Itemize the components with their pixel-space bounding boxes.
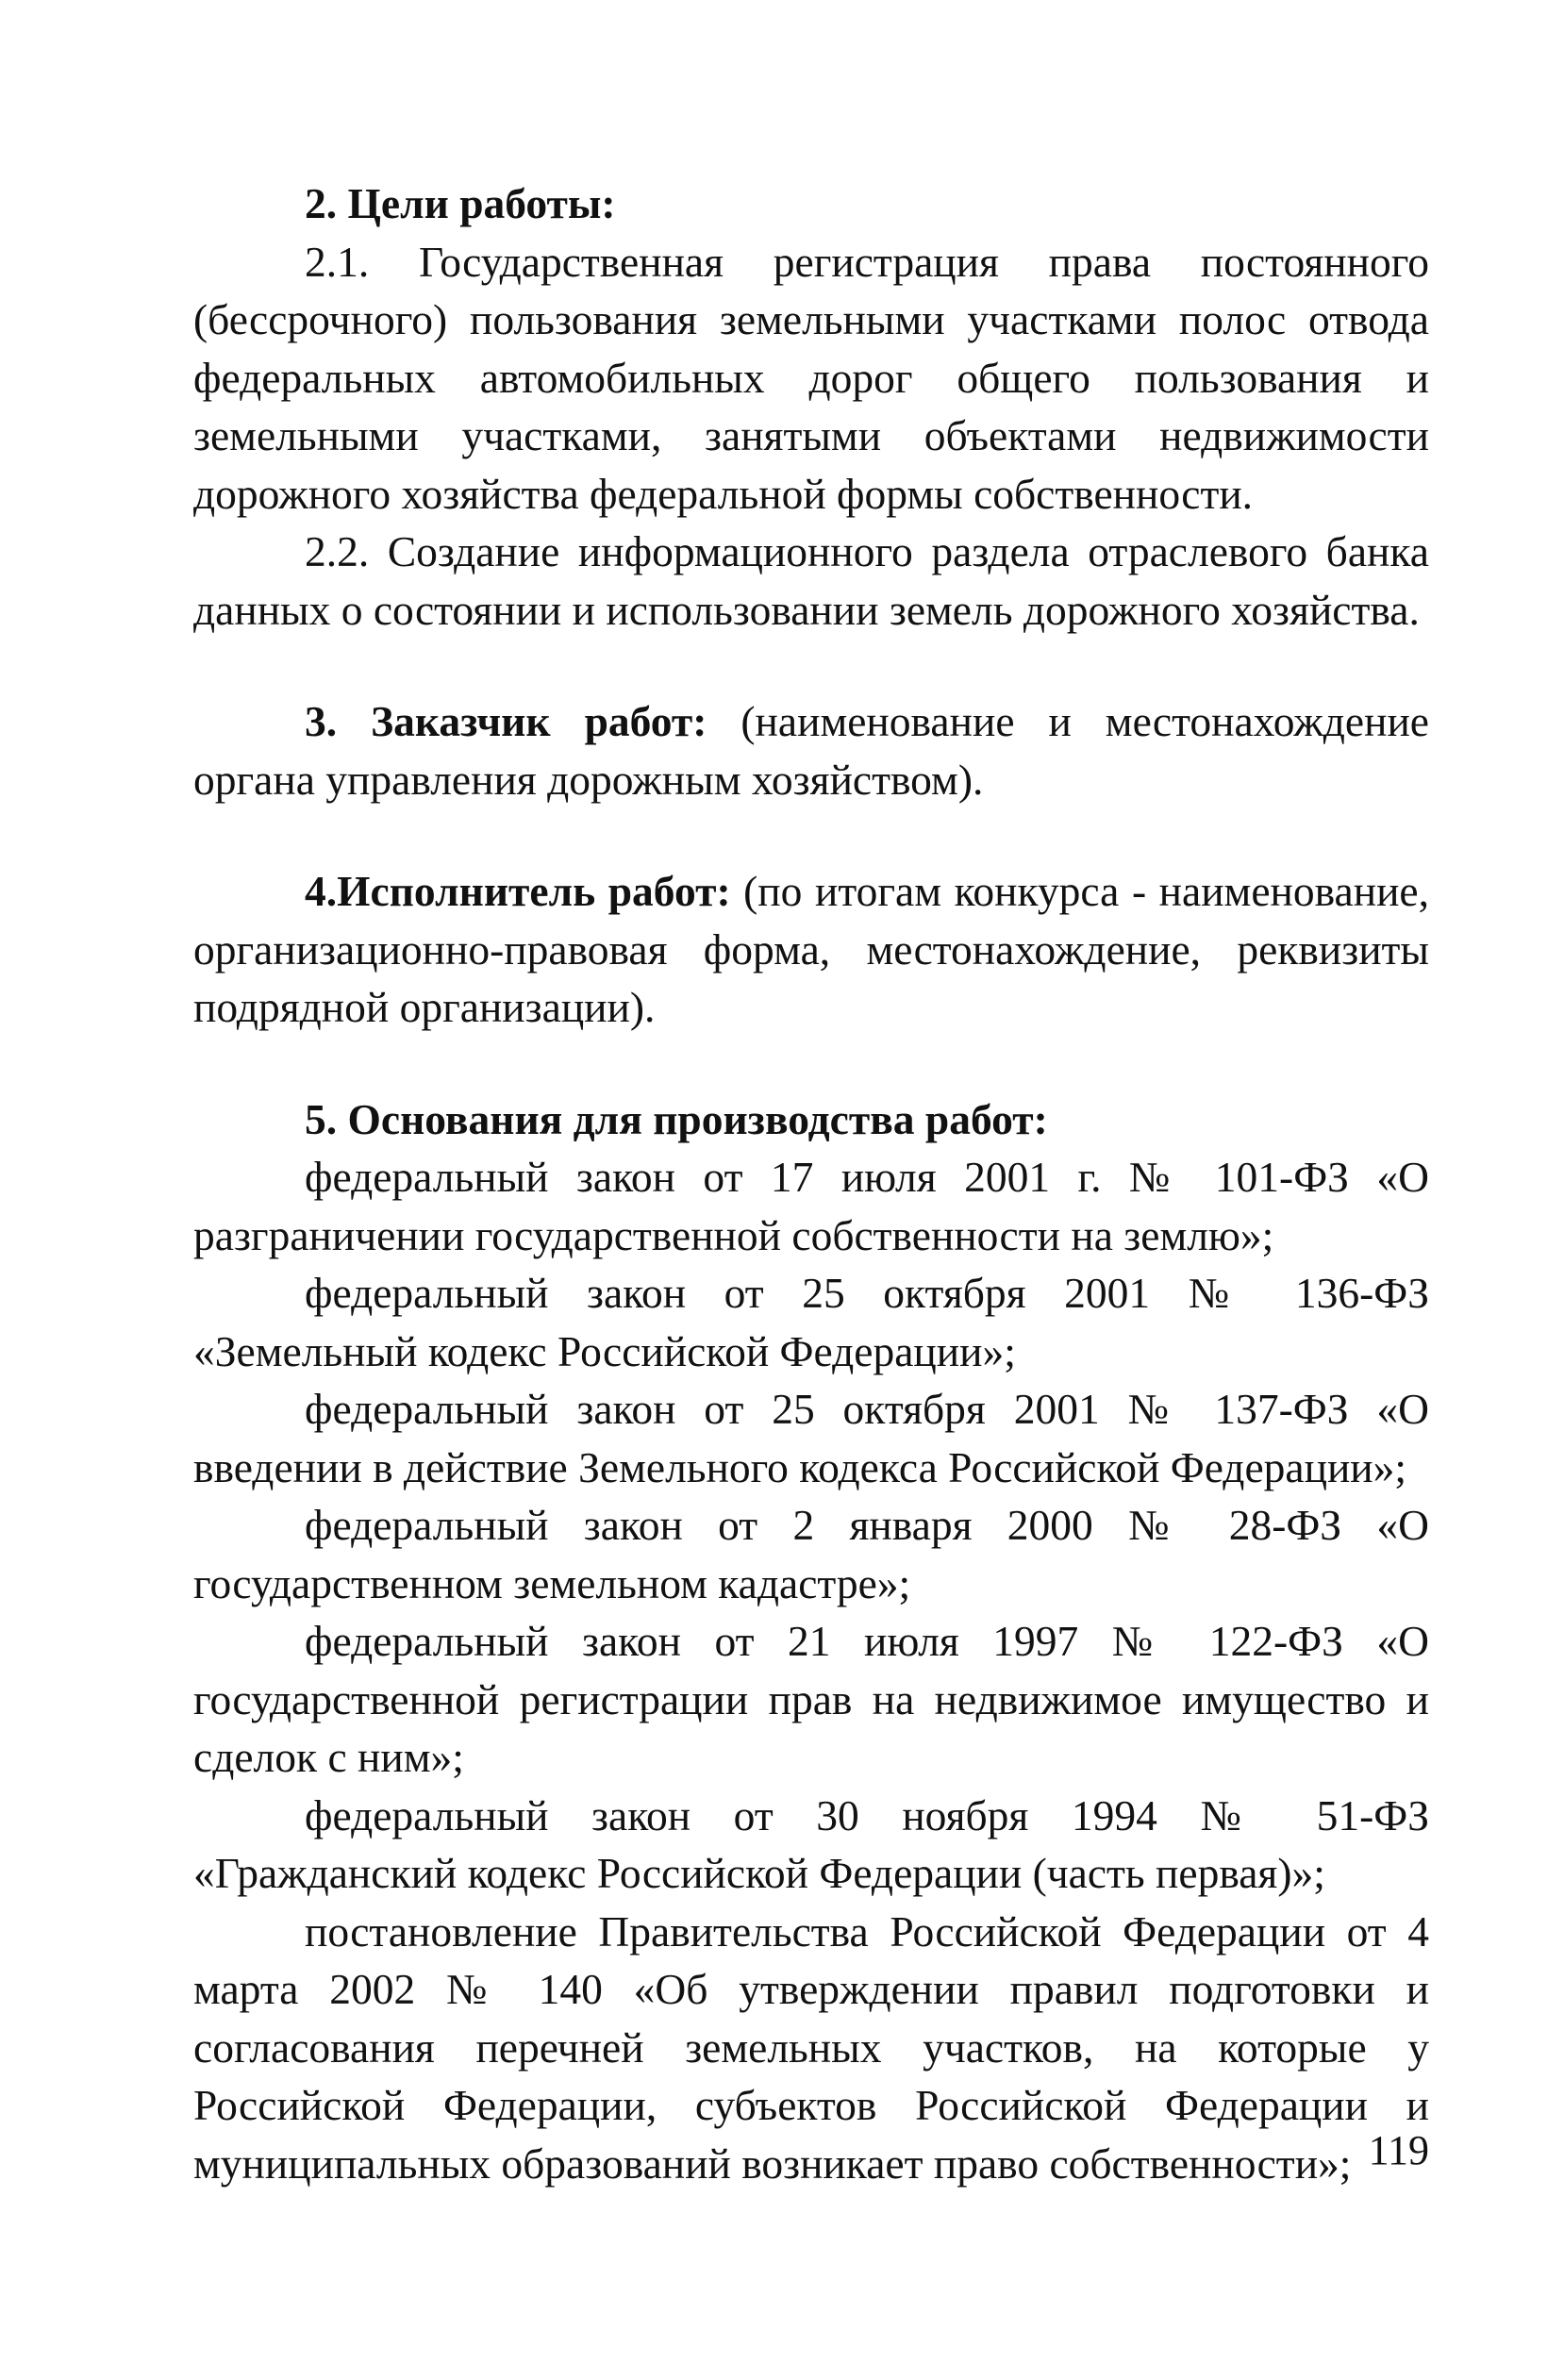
section-5-heading: 5. Основания для производства работ:	[305, 1094, 1048, 1143]
basis-item: федеральный закон от 25 октября 2001 № 137-ФЗ «О введении в действие Земельного кодекса Российской Федерации»;	[193, 1385, 1429, 1491]
basis-item: федеральный закон от 30 ноября 1994 № 51-ФЗ «Гражданский кодекс Российской Федерации (часть первая)»;	[193, 1790, 1429, 1897]
basis-item: федеральный закон от 17 июля 2001 г. № 101-ФЗ «О разграничении государственной собственности на землю»;	[193, 1153, 1429, 1259]
section-3-text: (наименование и местонахождение органа управления дорожным хозяйством).	[193, 697, 1429, 804]
section-4-heading: 4.Исполнитель работ:	[305, 867, 731, 915]
section-2-item-1: 2.1. Государственная регистрация права постоянного (бессрочного) пользования земельными участками полос отвода федеральных автомобильных дорог общего пользования и земельными участками, занятыми объектами недвижимости дорожного хозяйства федеральной формы собственности.	[193, 237, 1429, 518]
section-2-item-2: 2.2. Создание информационного раздела отраслевого банка данных о состоянии и использовании земель дорожного хозяйства.	[193, 527, 1429, 634]
section-3-heading: 3. Заказчик работ:	[305, 697, 707, 745]
page-content	[193, 175, 1429, 2192]
basis-item: федеральный закон от 2 января 2000 № 28-ФЗ «О государственном земельном кадастре»;	[193, 1501, 1429, 1607]
basis-item: постановление Правительства Российской Федерации от 4 марта 2002 № 140 «Об утверждении правил подготовки и согласования перечней земельных участков, на которые у Российской Федерации, субъектов Российской Федерации и муниципальных образований возникает право собственности»;	[193, 1906, 1429, 2188]
basis-item: федеральный закон от 25 октября 2001 № 136-ФЗ «Земельный кодекс Российской Федерации»;	[193, 1269, 1429, 1375]
basis-item: федеральный закон от 21 июля 1997 № 122-ФЗ «О государственной регистрации прав на недвижимое имущество и сделок с ним»;	[193, 1617, 1429, 1781]
section-4-text: (по итогам конкурса - наименование, организационно-правовая форма, местонахождение, реквизиты подрядной организации).	[193, 867, 1429, 1031]
section-4	[193, 862, 1429, 1037]
section-2-heading: 2. Цели работы:	[305, 179, 616, 227]
section-3	[193, 692, 1429, 808]
page-number: 119	[1368, 2127, 1429, 2173]
